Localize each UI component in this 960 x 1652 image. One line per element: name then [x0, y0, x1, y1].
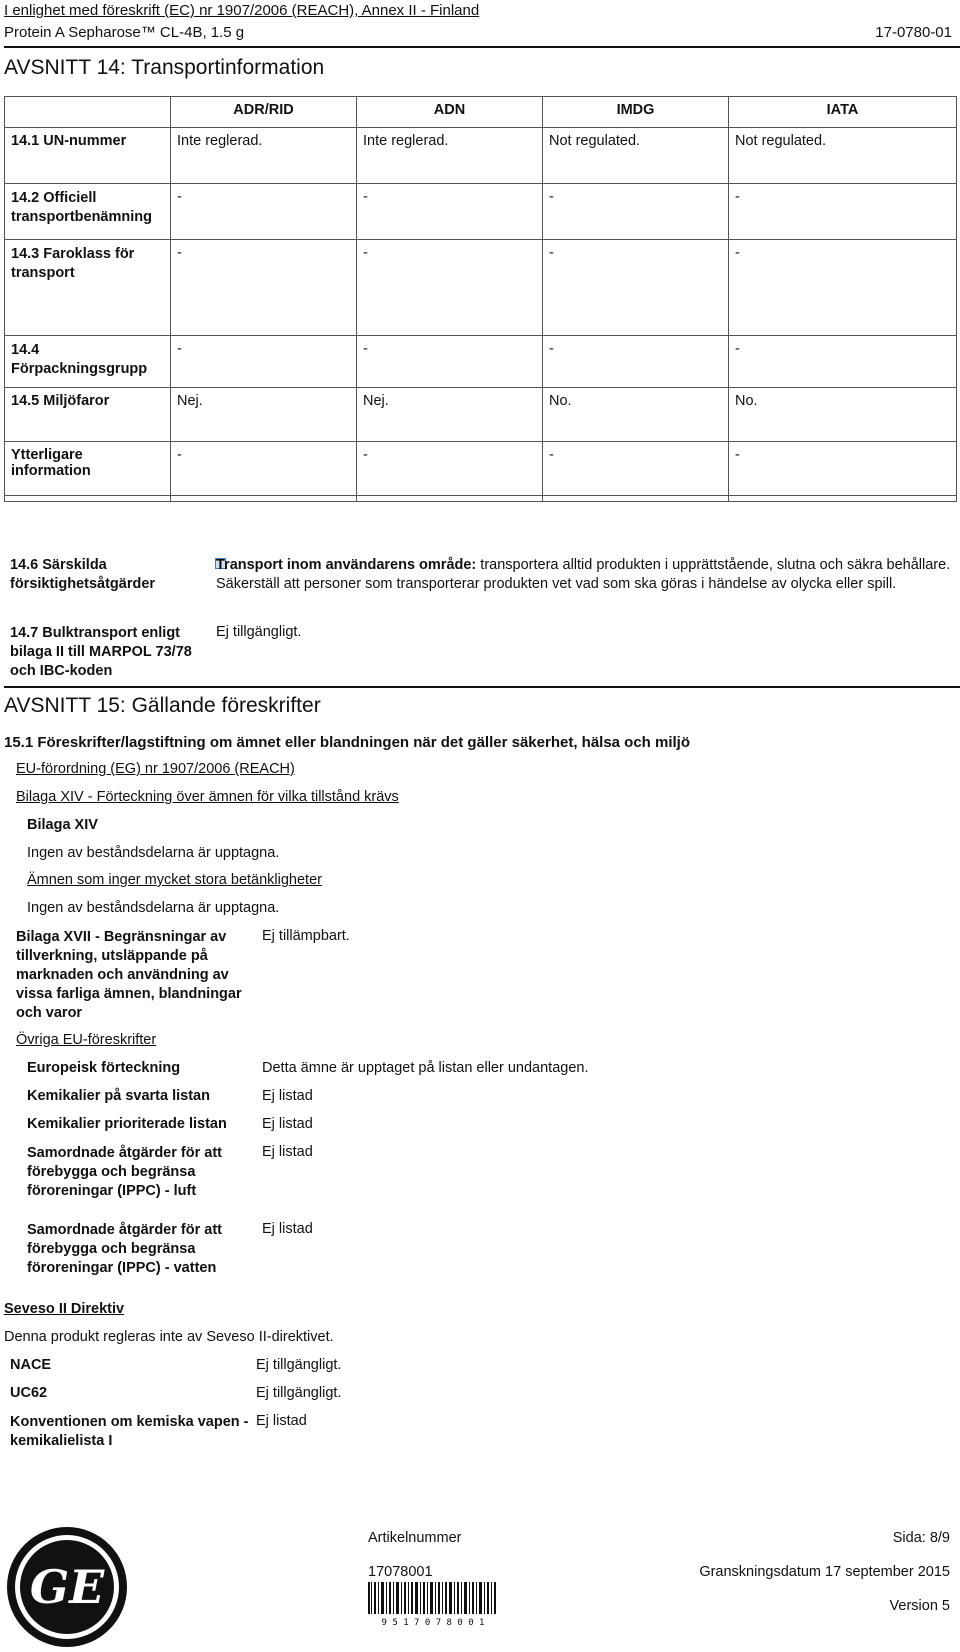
cell-value: Inte reglerad.: [357, 128, 543, 184]
barcode-icon: [368, 1582, 498, 1626]
s147-value: Ej tillgängligt.: [216, 624, 302, 640]
row-label: 14.1 UN-nummer: [5, 128, 171, 184]
annex14-label: Bilaga XIV: [27, 817, 98, 833]
misc-label: NACE: [10, 1357, 52, 1373]
column-header: IATA: [729, 97, 957, 128]
table-row: [5, 336, 957, 388]
cell-value: Nej.: [357, 388, 543, 442]
cell-value: Inte reglerad.: [171, 128, 357, 184]
ge-logo: [6, 1526, 128, 1648]
row-label: 14.5 Miljöfaror: [5, 388, 171, 442]
annex14-heading: Bilaga XIV - Förteckning över ämnen för vilka tillstånd krävs: [16, 789, 399, 805]
review-date: Granskningsdatum 17 september 2015: [699, 1564, 950, 1580]
misc-value: Ej tillgängligt.: [256, 1357, 342, 1373]
s146-label: 14.6 Särskilda försiktighetsåtgärder: [10, 557, 156, 592]
cell-value: -: [729, 184, 957, 240]
cell-value: -: [357, 442, 543, 496]
document-code: 17-0780-01: [875, 24, 952, 41]
cell-value: -: [171, 184, 357, 240]
table-row: [5, 388, 957, 442]
annex14-text: Ingen av beståndsdelarna är upptagna.: [27, 845, 280, 861]
s147-label: 14.7 Bulktransport enligt bilaga II till MARPOL 73/78 och IBC-koden: [10, 625, 192, 679]
section-15-title: AVSNITT 15: Gällande föreskrifter: [4, 694, 321, 717]
s146-text: [216, 556, 956, 594]
cell-value: -: [357, 184, 543, 240]
seveso-text: Denna produkt regleras inte av Seveso II-direktivet.: [4, 1329, 334, 1345]
annex17-label: Bilaga XVII - Begränsningar av tillverkning, utsläppande på marknaden och användning av vissa farliga ämnen, blandningar och varor: [16, 929, 242, 1021]
misc-value: Ej tillgängligt.: [256, 1385, 342, 1401]
cell-value: -: [171, 442, 357, 496]
version: Version 5: [889, 1598, 950, 1614]
seveso-heading: Seveso II Direktiv: [4, 1301, 125, 1317]
row-label: Ytterligare information: [5, 442, 171, 496]
table-row: [5, 442, 957, 496]
row-label: 14.4 Förpackningsgrupp: [5, 336, 171, 388]
row-label: 14.2 Officiell transportbenämning: [5, 184, 171, 240]
list-item-value: Ej listad: [262, 1144, 313, 1160]
column-header: IMDG: [543, 97, 729, 128]
list-item-value: Ej listad: [262, 1116, 313, 1132]
cell-value: -: [729, 336, 957, 388]
svhc-heading: Ämnen som inger mycket stora betänkligheter: [27, 872, 322, 888]
section-14-title: AVSNITT 14: Transportinformation: [4, 56, 325, 79]
cell-value: -: [543, 442, 729, 496]
list-item-value: Detta ämne är upptaget på listan eller undantagen.: [262, 1060, 589, 1076]
list-item-label: Europeisk förteckning: [27, 1060, 181, 1076]
cell-value: -: [543, 184, 729, 240]
column-header: ADR/RID: [171, 97, 357, 128]
cell-value: -: [171, 240, 357, 336]
cell-value: -: [543, 240, 729, 336]
list-item-label: Samordnade åtgärder för att förebygga och begränsa föroreningar (IPPC) - luft: [27, 1145, 222, 1199]
article-number: 17078001: [368, 1564, 433, 1580]
cell-value: -: [171, 336, 357, 388]
cell-value: -: [729, 240, 957, 336]
cell-value: Not regulated.: [729, 128, 957, 184]
misc-label: Konventionen om kemiska vapen - kemikalielista I: [10, 1414, 249, 1449]
ge-logo-text: GE: [29, 1560, 105, 1614]
row-label: 14.3 Faroklass för transport: [5, 240, 171, 336]
corner-cell: [5, 97, 171, 128]
page-number: Sida: 8/9: [892, 1530, 950, 1546]
product-name: Protein A Sepharose™ CL-4B, 1.5 g: [4, 24, 245, 41]
transport-table: [4, 96, 957, 502]
misc-value: Ej listad: [256, 1413, 307, 1429]
header-rule: [4, 46, 960, 48]
s146-body: transportera alltid produkten i upprättstående, slutna och säkra behållare. Säkerställ att personer som transporterar produkten vet vad som ska göras i händelse av olycka eller spill.: [216, 557, 951, 592]
article-label: Artikelnummer: [368, 1530, 462, 1546]
list-item-label: Samordnade åtgärder för att förebygga och begränsa föroreningar (IPPC) - vatten: [27, 1222, 222, 1276]
table-row: [5, 128, 957, 184]
cell-value: Not regulated.: [543, 128, 729, 184]
cell-value: -: [357, 336, 543, 388]
cell-value: No.: [729, 388, 957, 442]
cell-value: No.: [543, 388, 729, 442]
eu-reach-heading: EU-förordning (EG) nr 1907/2006 (REACH): [16, 761, 295, 777]
s146-bold: Transport inom användarens område:: [216, 557, 477, 573]
table-row: [5, 240, 957, 336]
s151-heading: 15.1 Föreskrifter/lagstiftning om ämnet eller blandningen när det gäller säkerhet, hälsa och miljö: [4, 734, 691, 751]
other-eu-heading: Övriga EU-föreskrifter: [16, 1032, 157, 1048]
list-item-label: Kemikalier prioriterade listan: [27, 1116, 227, 1132]
table-header-row: [5, 97, 957, 128]
cell-value: -: [357, 240, 543, 336]
list-item-label: Kemikalier på svarta listan: [27, 1088, 210, 1104]
svhc-text: Ingen av beståndsdelarna är upptagna.: [27, 900, 280, 916]
barcode-digits: 9 5 1 7 0 7 8 0 0 1: [381, 1618, 485, 1626]
table-spacer-row: [5, 496, 957, 502]
section-15-rule: [4, 686, 960, 688]
regulation-header: I enlighet med föreskrift (EC) nr 1907/2006 (REACH), Annex II - Finland: [4, 2, 480, 19]
cell-value: Nej.: [171, 388, 357, 442]
list-item-value: Ej listad: [262, 1088, 313, 1104]
table-row: [5, 184, 957, 240]
list-item-value: Ej listad: [262, 1221, 313, 1237]
cell-value: -: [729, 442, 957, 496]
misc-label: UC62: [10, 1385, 48, 1401]
annex17-value: Ej tillämpbart.: [262, 928, 350, 944]
cell-value: -: [543, 336, 729, 388]
column-header: ADN: [357, 97, 543, 128]
